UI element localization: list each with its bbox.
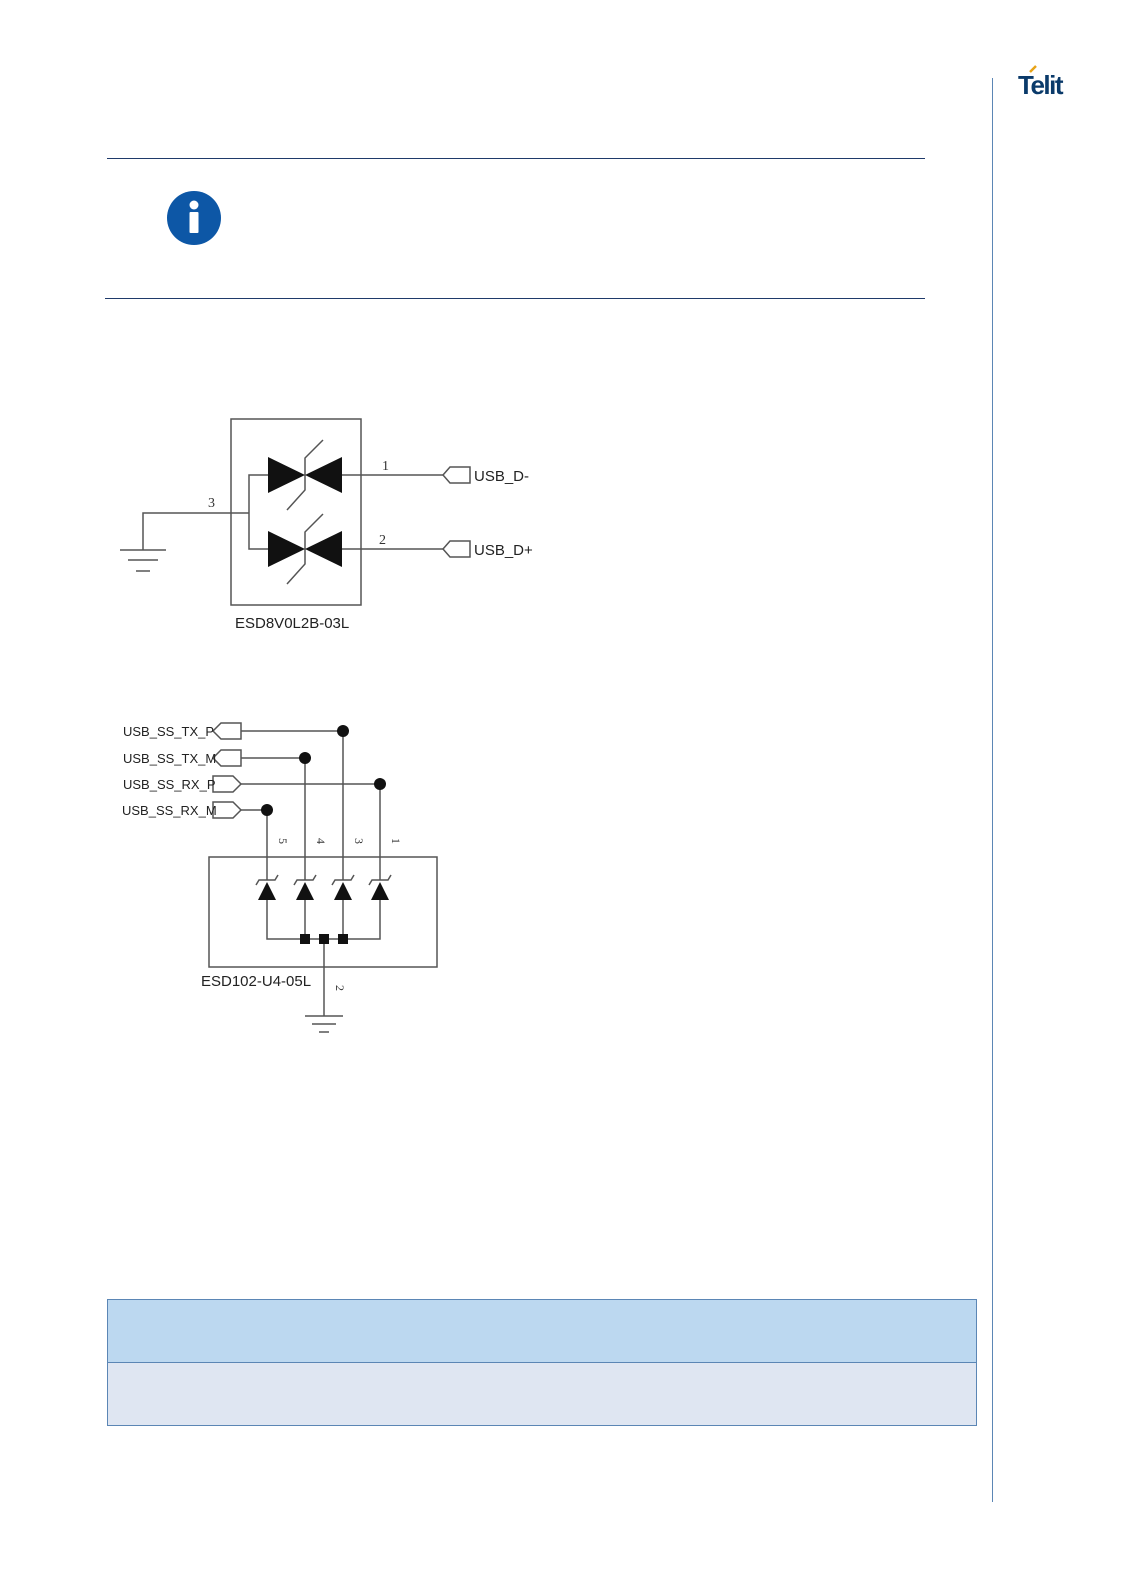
net-label-ss-rx-m: USB_SS_RX_M [122, 803, 217, 818]
junction-dot [374, 778, 386, 790]
info-table [107, 1299, 977, 1426]
net-label-ss-tx-p: USB_SS_TX_P [123, 724, 215, 739]
tvs-diode-icon [268, 531, 305, 567]
esd8-pin3-label: 3 [208, 496, 215, 511]
esd102-pin2-label: 2 [333, 985, 347, 991]
net-port-icon [443, 541, 470, 557]
net-label-ss-rx-p: USB_SS_RX_P [123, 777, 216, 792]
net-port-icon [443, 467, 470, 483]
zener-diode-icon [258, 882, 276, 900]
esd8-ground-wire [143, 513, 249, 550]
net-label-usb-d-plus: USB_D+ [474, 542, 533, 559]
zener-diode-icon [371, 882, 389, 900]
esd8-internal-bus [249, 475, 268, 549]
esd8-pin1-label: 1 [382, 459, 389, 474]
net-port-icon [213, 776, 241, 792]
net-label-ss-tx-m: USB_SS_TX_M [123, 751, 217, 766]
junction-dot [300, 934, 310, 944]
net-port-icon [213, 750, 241, 766]
logo-text: Telit [1018, 70, 1063, 100]
tvs-diode-icon [268, 457, 305, 493]
junction-dot [299, 752, 311, 764]
net-port-icon [213, 723, 241, 739]
zener-diode-icon [296, 882, 314, 900]
junction-dot [261, 804, 273, 816]
esd102-pin1-label: 1 [389, 838, 403, 844]
table-row [108, 1363, 976, 1425]
esd102-pin4-label: 4 [314, 838, 328, 844]
esd102-part-label: ESD102-U4-05L [201, 973, 312, 990]
junction-dot [337, 725, 349, 737]
esd8-body [231, 419, 361, 605]
junction-dot [338, 934, 348, 944]
esd8-part-label: ESD8V0L2B-03L [235, 615, 350, 632]
esd102-pin5-label: 5 [276, 838, 290, 844]
table-header-row [108, 1300, 976, 1363]
esd102-pin3-label: 3 [352, 838, 366, 844]
esd102-body [209, 857, 437, 967]
esd8-pin2-label: 2 [379, 533, 386, 548]
net-port-icon [213, 802, 241, 818]
esd8-schematic [120, 419, 470, 605]
zener-diode-icon [334, 882, 352, 900]
junction-dot [319, 934, 329, 944]
net-label-usb-d-minus: USB_D- [474, 468, 530, 485]
